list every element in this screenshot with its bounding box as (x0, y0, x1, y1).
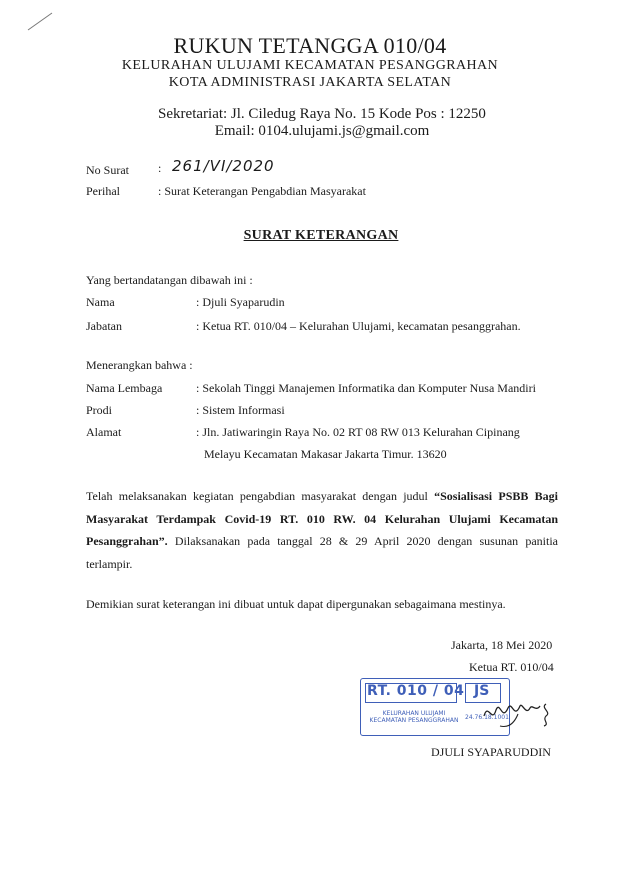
letterhead-secretariat: Sekretariat: Jl. Ciledug Raya No. 15 Kode Pos : 12250 (158, 106, 486, 122)
program-label: Prodi (86, 403, 113, 417)
address-value-line1: : Jln. Jatiwaringin Raya No. 02 RT 08 RW 013 Kelurahan Cipinang (196, 425, 520, 439)
signer-intro: Yang bertandatangan dibawah ini : (86, 273, 253, 287)
statement-paragraph (86, 485, 558, 575)
signer-name-label: Nama (86, 295, 115, 309)
subject-label: Perihal (86, 184, 120, 198)
signer-position-value: : Ketua RT. 010/04 – Kelurahan Ulujami, kecamatan pesanggrahan. (196, 319, 521, 333)
signer-position-label: Jabatan (86, 319, 122, 333)
handwritten-signature (478, 694, 558, 734)
stamp-date-text: 24.76.18.1001 (465, 714, 509, 721)
signer-name: DJULI SYAPARUDDIN (431, 745, 551, 759)
subject-intro: Menerangkan bahwa : (86, 358, 193, 372)
address-label: Alamat (86, 425, 122, 439)
place-date: Jakarta, 18 Mei 2020 (451, 638, 553, 652)
institution-value: : Sekolah Tinggi Manajemen Informatika dan Komputer Nusa Mandiri (196, 381, 536, 395)
letterhead-kota: KOTA ADMINISTRASI JAKARTA SELATAN (168, 75, 452, 90)
document-title: SURAT KETERANGAN (243, 228, 399, 243)
statement-part1: Telah melaksanakan kegiatan pengabdian masyarakat dengan judul (86, 489, 435, 503)
statement-part2: Dilaksanakan pada tanggal 28 & 29 April 2020 dengan susunan panitia terlampir. (86, 534, 558, 571)
institution-label: Nama Lembaga (86, 381, 163, 395)
letterhead-kelurahan: KELURAHAN ULUJAMI KECAMATAN PESANGGRAHAN (121, 58, 499, 73)
address-value-line2: Melayu Kecamatan Makasar Jakarta Timur. 13620 (204, 447, 447, 461)
subject-value: : Surat Keterangan Pengabdian Masyarakat (158, 184, 366, 198)
letter-number-label: No Surat (86, 163, 129, 177)
scan-mark (26, 10, 56, 32)
stamp-kelurahan-text: KELURAHAN ULUJAMI KECAMATAN PESANGGRAHAN (369, 710, 459, 724)
letter-number-value: 261/VI/2020 (172, 157, 275, 175)
letterhead-email: Email: 0104.ulujami.js@gmail.com (214, 123, 430, 139)
activity-title: “Sosialisasi PSBB Bagi Masyarakat Terdampak Covid-19 RT. 010 RW. 04 Kelurahan Ulujami Kecamatan Pesanggrahan”. (86, 489, 558, 548)
stamp-rt-text: RT. 010 / 04 (367, 683, 465, 699)
letterhead-title: RUKUN TETANGGA 010/04 (173, 33, 447, 58)
program-value: : Sistem Informasi (196, 403, 285, 417)
closing-sentence: Demikian surat keterangan ini dibuat untuk dapat dipergunakan sebagaimana mestinya. (86, 597, 506, 611)
letter-number-colon: : (158, 161, 162, 175)
signer-title: Ketua RT. 010/04 (469, 660, 554, 674)
signer-name-value: : Djuli Syaparudin (196, 295, 285, 309)
stamp-js-text: JS (474, 683, 490, 699)
